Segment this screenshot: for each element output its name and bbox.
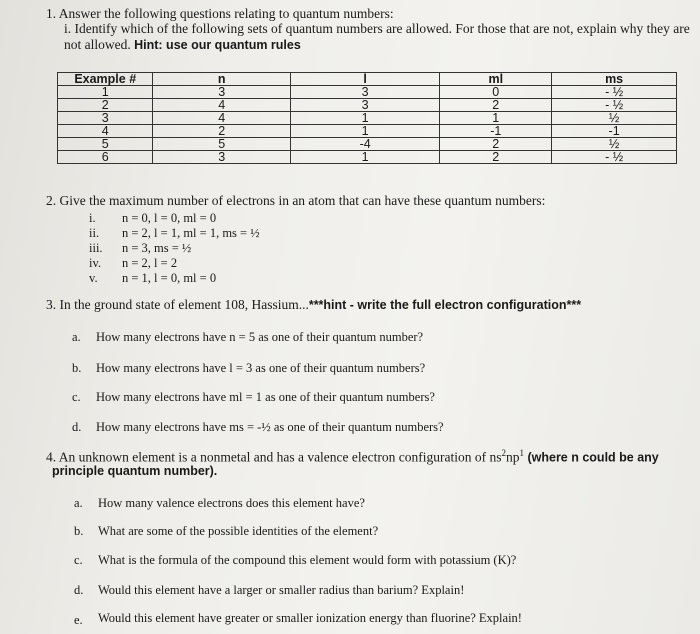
q2-item-text: n = 3, ms = ½ [122, 241, 192, 255]
cell-l: 3 [290, 99, 439, 112]
cell-ml: 2 [440, 99, 552, 112]
q2-item-num: v. [89, 271, 98, 285]
q4-sup-1: 1 [519, 448, 524, 458]
q3-heading: 3. In the ground state of element 108, Hassium... [46, 297, 309, 312]
cell-ms: - ½ [552, 99, 677, 112]
cell-l: 1 [290, 125, 439, 138]
cell-l: 3 [290, 86, 439, 99]
cell-example: 6 [58, 151, 153, 164]
cell-n: 5 [153, 138, 290, 151]
q2-item-num: iii. [89, 241, 103, 255]
q4-np: np [506, 449, 520, 465]
q2-heading: 2. Give the maximum number of electrons in an atom that can have these quantum numbers: [46, 193, 546, 208]
table-row [58, 86, 677, 99]
table-row [58, 138, 677, 151]
q4-item-text: Would this element have a larger or smaller radius than barium? Explain! [98, 583, 465, 597]
q4-hint-end: principle quantum number). [52, 464, 218, 478]
q4-item-text: Would this element have greater or smaller ionization energy than fluorine? Explain! [98, 611, 522, 625]
q1-part-i: i. Identify which of the following sets of quantum numbers are allowed. For those that are not, explain why they are [64, 21, 690, 36]
cell-ms: ½ [552, 112, 677, 125]
cell-l: 1 [290, 151, 439, 164]
cell-ml: 2 [440, 138, 552, 151]
q4-item-letter: b. [74, 524, 84, 538]
q3-hint: ***hint - write the full electron configuration*** [308, 298, 582, 312]
col-header-ms: ms [552, 73, 677, 86]
q2-item-text: n = 2, l = 1, ml = 1, ms = ½ [122, 226, 260, 240]
cell-n: 4 [153, 99, 290, 112]
q4-heading-line [46, 448, 659, 466]
cell-n: 4 [153, 112, 290, 125]
q3-item-text: How many electrons have l = 3 as one of their quantum numbers? [96, 361, 426, 375]
q4-item-letter: d. [74, 583, 84, 597]
q3-item-letter: d. [72, 420, 82, 434]
cell-ms: -1 [552, 125, 677, 138]
q4-sup-2: 2 [501, 448, 506, 458]
col-header-example: Example # [58, 73, 153, 86]
cell-ms: - ½ [552, 151, 677, 164]
cell-example: 2 [58, 99, 153, 112]
q4-item-letter: e. [74, 613, 83, 627]
q2-item-text: n = 2, l = 2 [122, 256, 178, 270]
q4-item-text: What are some of the possible identities of the element? [98, 524, 379, 538]
table-header-row [58, 73, 677, 86]
q1-part-i-cont [64, 37, 301, 53]
cell-example: 1 [58, 86, 153, 99]
cell-n: 3 [153, 86, 290, 99]
cell-ml: 0 [440, 86, 552, 99]
cell-ms: - ½ [552, 86, 677, 99]
cell-example: 3 [58, 112, 153, 125]
q1-heading: 1. Answer the following questions relating to quantum numbers: [46, 6, 394, 21]
cell-n: 3 [153, 151, 290, 164]
q3-item-text: How many electrons have ml = 1 as one of their quantum numbers? [96, 390, 435, 404]
cell-ml: 1 [440, 112, 552, 125]
cell-ml: -1 [440, 125, 552, 138]
q2-item-num: iv. [89, 256, 102, 270]
col-header-l: l [290, 73, 439, 86]
table-row [58, 99, 677, 112]
cell-l: -4 [290, 138, 439, 151]
cell-ml: 2 [440, 151, 552, 164]
cell-example: 4 [58, 125, 153, 138]
q3-item-text: How many electrons have ms = -½ as one of their quantum numbers? [96, 420, 444, 434]
q2-item-text: n = 0, l = 0, ml = 0 [122, 211, 217, 225]
col-header-ml: ml [440, 73, 552, 86]
q4-item-text: How many valence electrons does this element have? [98, 496, 365, 510]
q2-item-num: ii. [89, 226, 100, 240]
q1-hint: Hint: use our quantum rules [134, 38, 301, 52]
col-header-n: n [153, 73, 290, 86]
q4-item-letter: a. [74, 496, 83, 510]
q2-item-num: i. [89, 211, 96, 225]
q3-item-letter: b. [72, 361, 82, 375]
q3-heading-line [46, 297, 581, 313]
table-row [58, 151, 677, 164]
q4-hint-start: (where n could be any [524, 450, 659, 465]
cell-n: 2 [153, 125, 290, 138]
cell-ms: ½ [552, 138, 677, 151]
q4-item-letter: c. [74, 553, 83, 567]
q2-item-text: n = 1, l = 0, ml = 0 [122, 271, 217, 285]
q3-item-letter: c. [72, 390, 81, 404]
q4-item-text: What is the formula of the compound this element would form with potassium (K)? [98, 553, 517, 567]
table-row [58, 125, 677, 138]
q3-item-text: How many electrons have n = 5 as one of their quantum number? [96, 330, 424, 344]
q1-part-i-cont-text: not allowed. [64, 37, 131, 52]
q4-heading: 4. An unknown element is a nonmetal and has a valence electron configuration of ns [46, 449, 502, 465]
quantum-numbers-table [57, 72, 677, 164]
q3-item-letter: a. [72, 330, 81, 344]
cell-example: 5 [58, 138, 153, 151]
table-row [58, 112, 677, 125]
cell-l: 1 [290, 112, 439, 125]
